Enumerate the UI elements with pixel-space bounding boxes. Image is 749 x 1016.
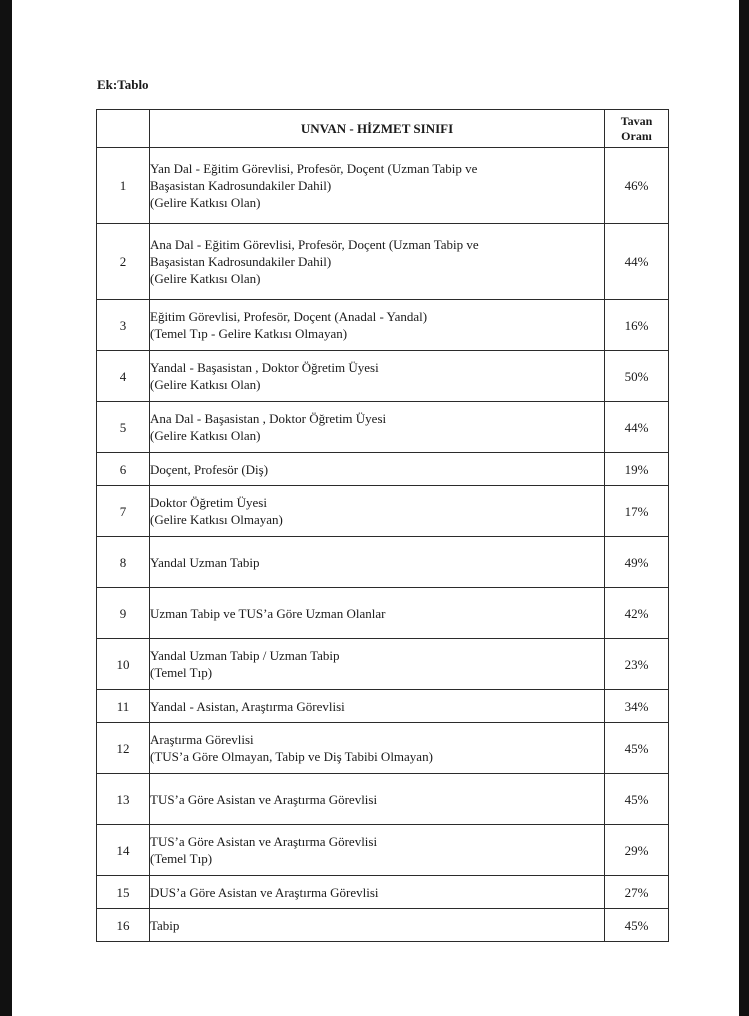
table-row bbox=[97, 453, 669, 486]
table-row bbox=[97, 690, 669, 723]
row-title-cell bbox=[150, 402, 605, 453]
right-dark-border bbox=[739, 0, 749, 1016]
table-row bbox=[97, 224, 669, 300]
row-number-cell: 10 bbox=[97, 639, 150, 690]
row-rate-cell: 44% bbox=[605, 224, 669, 300]
table-row bbox=[97, 486, 669, 537]
row-title-line: Araştırma Görevlisi bbox=[150, 732, 254, 747]
row-number-cell: 1 bbox=[97, 148, 150, 224]
row-title-line: Başasistan Kadrosundakiler Dahil) bbox=[150, 178, 332, 193]
row-title-line: (Gelire Katkısı Olmayan) bbox=[150, 512, 283, 527]
row-rate-cell: 46% bbox=[605, 148, 669, 224]
row-title-line: Yandal Uzman Tabip / Uzman Tabip bbox=[150, 648, 340, 663]
row-rate-cell: 45% bbox=[605, 909, 669, 942]
row-rate-cell: 45% bbox=[605, 723, 669, 774]
row-number-cell: 3 bbox=[97, 300, 150, 351]
header-rate-line: Tavan bbox=[620, 113, 653, 128]
row-title-cell bbox=[150, 453, 605, 486]
row-number-cell: 13 bbox=[97, 774, 150, 825]
row-title-cell bbox=[150, 774, 605, 825]
row-title-cell bbox=[150, 351, 605, 402]
row-rate-cell: 42% bbox=[605, 588, 669, 639]
row-title-line: Yandal - Başasistan , Doktor Öğretim Üyesi bbox=[150, 360, 379, 375]
row-number-cell: 5 bbox=[97, 402, 150, 453]
rates-table bbox=[96, 109, 669, 942]
row-rate-cell: 34% bbox=[605, 690, 669, 723]
row-rate-cell: 29% bbox=[605, 825, 669, 876]
row-title-line: DUS’a Göre Asistan ve Araştırma Görevlisi bbox=[150, 884, 379, 900]
row-rate-cell: 16% bbox=[605, 300, 669, 351]
row-title-line: Tabip bbox=[150, 917, 180, 933]
row-rate-cell: 23% bbox=[605, 639, 669, 690]
row-title-cell bbox=[150, 876, 605, 909]
row-title-line: (Temel Tıp) bbox=[150, 851, 213, 866]
table-body bbox=[97, 148, 669, 942]
table-row bbox=[97, 148, 669, 224]
table-row bbox=[97, 774, 669, 825]
row-rate-cell: 19% bbox=[605, 453, 669, 486]
table-row bbox=[97, 639, 669, 690]
row-title-line: TUS’a Göre Asistan ve Araştırma Görevlisi bbox=[150, 791, 378, 807]
table-row bbox=[97, 588, 669, 639]
table-row bbox=[97, 402, 669, 453]
header-title-cell: UNVAN - HİZMET SINIFI bbox=[150, 110, 605, 148]
table-row bbox=[97, 909, 669, 942]
table-row bbox=[97, 723, 669, 774]
row-number-cell: 4 bbox=[97, 351, 150, 402]
row-title-line: (Gelire Katkısı Olan) bbox=[150, 271, 261, 286]
row-number-cell: 11 bbox=[97, 690, 150, 723]
row-title-cell bbox=[150, 224, 605, 300]
header-number-cell bbox=[97, 110, 150, 148]
row-title-cell bbox=[150, 486, 605, 537]
row-title-line: (Temel Tıp) bbox=[150, 665, 213, 680]
row-title-line: Doktor Öğretim Üyesi bbox=[150, 495, 267, 510]
row-title-line: Başasistan Kadrosundakiler Dahil) bbox=[150, 254, 332, 269]
row-title-line: Doçent, Profesör (Diş) bbox=[150, 461, 269, 477]
row-title-cell bbox=[150, 639, 605, 690]
row-rate-cell: 49% bbox=[605, 537, 669, 588]
row-title-line: Ana Dal - Eğitim Görevlisi, Profesör, Doçent (Uzman Tabip ve bbox=[150, 237, 479, 252]
row-number-cell: 15 bbox=[97, 876, 150, 909]
row-title-cell bbox=[150, 300, 605, 351]
row-title-cell bbox=[150, 537, 605, 588]
table-row bbox=[97, 537, 669, 588]
row-title-cell bbox=[150, 690, 605, 723]
row-title-line: Ana Dal - Başasistan , Doktor Öğretim Üyesi bbox=[150, 411, 387, 426]
table-row bbox=[97, 876, 669, 909]
row-title-cell bbox=[150, 825, 605, 876]
row-title-cell bbox=[150, 588, 605, 639]
header-rate-cell bbox=[605, 110, 669, 148]
row-title-line: (TUS’a Göre Olmayan, Tabip ve Diş Tabibi Olmayan) bbox=[150, 749, 433, 764]
header-rate-line: Oranı bbox=[621, 128, 652, 143]
row-number-cell: 7 bbox=[97, 486, 150, 537]
row-title-line: Yan Dal - Eğitim Görevlisi, Profesör, Doçent (Uzman Tabip ve bbox=[150, 161, 478, 176]
row-title-line: TUS’a Göre Asistan ve Araştırma Görevlisi bbox=[150, 834, 378, 849]
table-row bbox=[97, 351, 669, 402]
row-rate-cell: 17% bbox=[605, 486, 669, 537]
row-number-cell: 9 bbox=[97, 588, 150, 639]
row-rate-cell: 44% bbox=[605, 402, 669, 453]
row-title-cell bbox=[150, 148, 605, 224]
row-number-cell: 12 bbox=[97, 723, 150, 774]
row-title-line: (Gelire Katkısı Olan) bbox=[150, 428, 261, 443]
row-title-line: (Gelire Katkısı Olan) bbox=[150, 377, 261, 392]
row-number-cell: 8 bbox=[97, 537, 150, 588]
table-header-row bbox=[97, 110, 669, 148]
row-rate-cell: 50% bbox=[605, 351, 669, 402]
row-number-cell: 6 bbox=[97, 453, 150, 486]
table-row bbox=[97, 300, 669, 351]
row-title-line: (Temel Tıp - Gelire Katkısı Olmayan) bbox=[150, 326, 348, 341]
row-title-line: Yandal Uzman Tabip bbox=[150, 554, 260, 570]
row-rate-cell: 27% bbox=[605, 876, 669, 909]
row-title-line: Uzman Tabip ve TUS’a Göre Uzman Olanlar bbox=[150, 605, 386, 621]
document-heading: Ek:Tablo bbox=[97, 77, 149, 92]
table-row bbox=[97, 825, 669, 876]
row-title-line: (Gelire Katkısı Olan) bbox=[150, 195, 261, 210]
row-title-line: Yandal - Asistan, Araştırma Görevlisi bbox=[150, 698, 345, 714]
row-title-cell bbox=[150, 909, 605, 942]
row-number-cell: 16 bbox=[97, 909, 150, 942]
row-number-cell: 14 bbox=[97, 825, 150, 876]
row-rate-cell: 45% bbox=[605, 774, 669, 825]
row-title-line: Eğitim Görevlisi, Profesör, Doçent (Anadal - Yandal) bbox=[150, 309, 428, 324]
row-number-cell: 2 bbox=[97, 224, 150, 300]
left-dark-border bbox=[0, 0, 12, 1016]
row-title-cell bbox=[150, 723, 605, 774]
